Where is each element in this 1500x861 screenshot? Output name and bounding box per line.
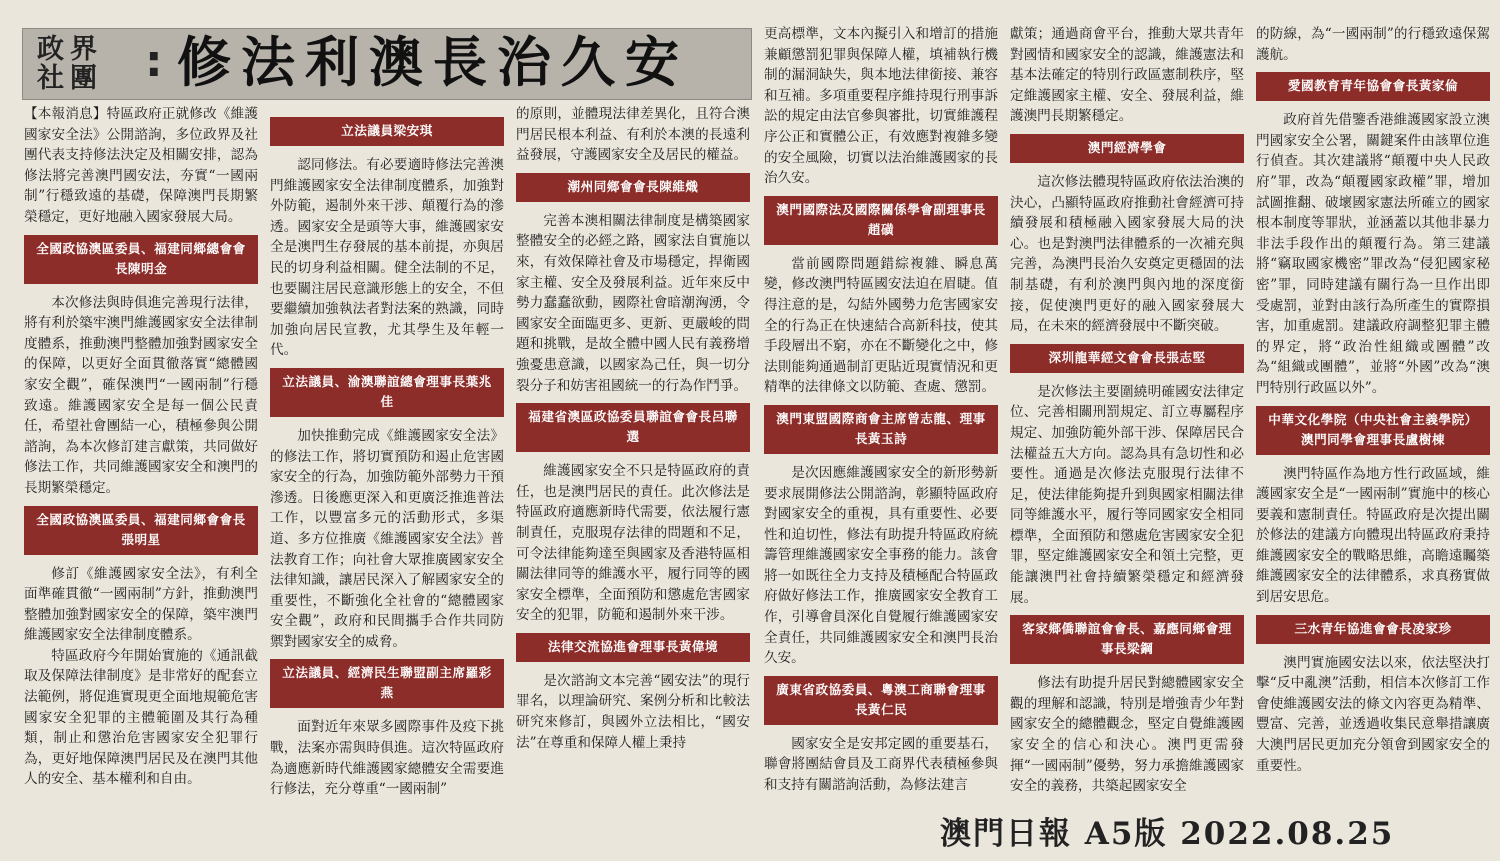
statement-paragraph: 是次因應維護國家安全的新形勢新要求展開修法公開諮詢，彰顯特區政府對國家安全的重視，具有重要性、必要性和迫切性，修法有助提升特區政府統籌管理維護國家安全事務的能力。該會將一如既往全力支持及積極配合特區政府做好修法工作，推廣國家安全教育工作，引導會員深化自覺履行維護國家安全責任，共同維護國家安全和澳門長治久安。 (764, 464, 998, 667)
continued-paragraph: 更高標準，文本內擬引入和增訂的措施兼顧懲罰犯罪與保障人權，填補執行機制的漏洞缺失，與本地法律銜接、兼容和互補。多項重要程序維持現行刑事訴訟的規定由法官參與審批，切實維護程序公正和實體公正，有效應對複雜多變的安全風險，切實以法治維護國家的長治久安。 (764, 26, 998, 187)
statement-paragraph: 這次修法體現特區政府依法治澳的決心，凸顯特區政府推動社會經濟可持續發展和積極融入國家發展大局的決心。也是對澳門法律體系的一次補充與完善，為澳門長治久安奠定更穩固的法制基礎，有利於澳門與內地的深度銜接，促使澳門更好的融入國家發展大局，在未來的經濟發展中不斷突破。 (1010, 173, 1244, 335)
continued-paragraph: 的原則，並體現法律差異化，且符合澳門居民根本利益、有利於本澳的長遠利益發展，守護國家安全及居民的權益。 (516, 106, 750, 164)
speaker-heading: 澳門國際法及國際關係學會副理事長趙磺 (764, 196, 998, 245)
statement-paragraph: 澳門實施國安法以來，依法堅決打擊“反中亂澳”活動，相信本次修訂工作會使維護國安法的條文內容更為精準、豐富、完善，並透過收集民意舉措讓廣大澳門居民更加充分領會到國家安全的重要性。 (1256, 654, 1490, 774)
statement-paragraph: 國家安全是安邦定國的重要基石，聯會將團結會員及工商界代表積極參與和支持有關諮詢活動，為修法建言 (764, 735, 998, 794)
statement-paragraph: 本次修法與時俱進完善現行法律，將有利於築牢澳門維護國家安全法律制度體系，推動澳門整體加強對國家安全的保障，以更好全面貫徹落實“總體國家安全觀”，確保澳門“一國兩制”行穩致遠。維護國家安全是每一個公民責任，希望社會團結一心，積極參與公開諮詢，為本次修訂建言獻策，共同做好修法工作，共同維護國家安全和澳門的長期繁榮穩定。 (24, 294, 258, 496)
intro-paragraph: 【本報消息】特區政府正就修改《維護國家安全法》公開諮詢，多位政界及社團代表支持修法決定及相關安排，認為修法將完善澳門國安法，夯實“一國兩制”行穩致遠的基礎，保障澳門長期繁榮穩定，更好地融入國家發展大局。 (24, 106, 258, 225)
speaker-heading: 愛國教育青年協會會長黃家倫 (1256, 72, 1490, 101)
speaker-heading: 中華文化學院（中央社會主義學院）澳門同學會理事長盧樹棟 (1256, 406, 1490, 455)
speaker-heading: 潮州同鄉會會長陳維熾 (516, 173, 750, 202)
speaker-heading: 澳門經濟學會 (1010, 134, 1244, 163)
speaker-heading: 立法議員、經濟民生聯盟副主席羅彩燕 (270, 659, 504, 708)
speaker-heading: 澳門東盟國際商會主席曾志龍、理事長黃玉詩 (764, 405, 998, 454)
column-2 (270, 110, 504, 812)
speaker-heading: 深圳龍華經文會會長張志堅 (1010, 344, 1244, 373)
column-3 (516, 104, 750, 812)
section-kicker: 政界 社團 (37, 34, 103, 94)
column-5 (1010, 24, 1244, 814)
statement-paragraph: 修法有助提升居民對總體國家安全觀的理解和認識，特別是增強青少年對國家安全的總體觀念，堅定自覺維護國家安全的信心和決心。澳門更需發揮“一國兩制”優勢，努力承擔維護國家安全的義務，共築起國家安全 (1010, 675, 1244, 795)
speaker-heading: 法律交流協進會理事長黃偉境 (516, 633, 750, 662)
continued-paragraph: 的防線，為“一國兩制”的行穩致遠保駕護航。 (1256, 26, 1490, 63)
speaker-heading: 立法議員梁安琪 (270, 117, 504, 146)
continued-paragraph: 獻策；通過商會平台，推動大眾共青年對國情和國家安全的認識，維護憲法和基本法確定的特別行政區憲制秩序，堅定維護國家主權、安全、發展利益，維護澳門長期繁穩定。 (1010, 26, 1244, 125)
headline-colon: : (145, 36, 163, 87)
statement-paragraph: 完善本澳相關法律制度是構築國家整體安全的必經之路，國家法自實施以來，有效保障社會及市場穩定，捍衛國家主權、安全及發展利益。近年來反中勢力蠢蠢欲動，國際社會暗潮洶湧，令國家安全面臨更多、更新、更嚴峻的問題和挑戰，是故全體中國人民有義務增強憂患意識，以國家為己任，與一切分裂分子和妨害祖國統一的行為作鬥爭。 (516, 212, 750, 394)
headline-title: 修法利澳長治久安 (177, 31, 689, 94)
speaker-heading: 立法議員、渝澳聯誼總會理事長葉兆佳 (270, 368, 504, 417)
speaker-heading: 福建省澳區政協委員聯誼會會長呂聯選 (516, 403, 750, 452)
statement-paragraph: 認同修法。有必要適時修法完善澳門維護國家安全法律制度體系，加強對外防範，遏制外來干涉、顛覆行為的滲透。國家安全是頭等大事，維護國家安全是澳門生存發展的基本前提，亦與居民的切身利益相關。健全法制的不足，也要關注居民意識形態上的安全，不但要繼續加強執法者對法案的熟識，同時加強向居民宣教，尤其學生及年輕一代。 (270, 157, 504, 359)
speaker-heading: 全國政協澳區委員、福建同鄉會會長張明星 (24, 506, 258, 555)
column-6 (1256, 24, 1490, 814)
headline-banner (22, 28, 752, 100)
speaker-heading: 三水青年協進會會長凌家珍 (1256, 615, 1490, 644)
statement-paragraph: 澳門特區作為地方性行政區域，維護國家安全是“一國兩制”實施中的核心要義和憲制責任。特區政府是次提出關於修法的建議方向體現出特區政府秉持維護國家安全的戰略思維，高瞻遠矚築維護國家安全的法律體系，求真務實做到居安思危。 (1256, 465, 1490, 606)
statement-paragraph: 修訂《維護國家安全法》，有利全面準確貫徹“一國兩制”方針，推動澳門整體加強對國家安全的保障，築牢澳門維護國家安全法律制度體系。 (24, 565, 258, 644)
statement-paragraph: 特區政府今年開始實施的《通訊截取及保障法律制度》是非常好的配套立法範例，將促進實現更全面地規範危害國家安全犯罪的主體範圍及其行為種類，制止和懲治危害國家安全犯罪行為，更好地保障澳門居民及在澳門其他人的安全、基本權利和自由。 (24, 647, 258, 788)
speaker-heading: 廣東省政協委員、粵澳工商聯會理事長黃仁民 (764, 676, 998, 725)
speaker-heading: 客家鄉僑聯誼會會長、嘉應同鄉會理事長梁鋼 (1010, 615, 1244, 664)
statement-paragraph: 維護國家安全不只是特區政府的責任，也是澳門居民的責任。此次修法是特區政府適應新時代需要，依法履行憲制責任，克服現存法律的問題和不足，可令法律能夠達至與國家及香港特區相關法律同等的維護水平，履行同等的國家安全標準，全面預防和懲處危害國家安全的犯罪，防範和遏制外來干涉。 (516, 463, 750, 624)
statement-paragraph: 面對近年來眾多國際事件及疫下挑戰，法案亦需與時俱進。這次特區政府為適應新時代維護國家總體安全需要進行修法，充分尊重“一國兩制” (270, 719, 504, 798)
statement-paragraph: 是次諮詢文本完善“國安法”的現行罪名，以理論研究、案例分析和比較法研究來修訂，與國外立法相比，“國安法”在尊重和保障人權上秉持 (516, 672, 750, 751)
statement-paragraph: 當前國際問題錯綜複雜、瞬息萬變，修改澳門特區國安法迫在眉睫。值得注意的是，勾結外國勢力危害國家安全的行為正在快速結合高新科技，使其手段層出不窮，亦在不斷變化之中，修法則能夠通過制訂更貼近現實情況和更精準的法律條文以防範、查處、懲罰。 (764, 255, 998, 396)
column-4 (764, 24, 998, 814)
statement-paragraph: 政府首先借鑒香港維護國家設立澳門國家安全公署，關鍵案件由該單位進行偵查。其次建議將“顛覆中央人民政府”罪，改為“顛覆國家政權”罪，增加試圖推翻、破壞國家憲法所確立的國家根本制度等罪狀，並涵蓋以其他非暴力非法手段作出的顛覆行為。第三建議將“竊取國家機密”罪改為“侵犯國家秘密”罪，同時建議有關行為一旦作出即受處罰，並對由該行為所產生的實際損害，加重處罰。建議政府調整犯罪主體的界定，將“政治性組織或團體”改為“組織或團體”，並將“外國”改為“澳門特別行政區以外”。 (1256, 112, 1490, 396)
speaker-heading: 全國政協澳區委員、福建同鄉總會會長陳明金 (24, 235, 258, 284)
column-1 (24, 104, 258, 812)
statement-paragraph: 是次修法主要圍繞明確國安法律定位、完善相關刑罰規定、訂立專屬程序規定、加強防範外部干涉、保障居民合法權益五大方向。認為具有急切性和必要性。通過是次修法克服現行法律不足，使法律能夠提升到與國家相關法律同等維護水平，履行等同國家安全相同標準，全面預防和懲處危害國家安全犯罪，堅定維護國家安全和領土完整，更能讓澳門社會持續繁榮穩定和經濟發展。 (1010, 383, 1244, 606)
statement-paragraph: 加快推動完成《維護國家安全法》的修法工作，將切實預防和遏止危害國家安全的行為，加強防範外部勢力干預滲透。日後應更深入和更廣泛推進普法工作，以豐富多元的活動形式，多渠道、多方位推廣《維護國家安全法》普法教育工作；向社會大眾推廣國家安全法律知識，讓居民深入了解國家安全的重要性，不斷強化全社會的“總體國家安全觀”，政府和民間攜手合作共同防禦對國家安全的威脅。 (270, 427, 504, 650)
source-caption: 澳門日報 A5版 2022.08.25 (940, 816, 1395, 852)
